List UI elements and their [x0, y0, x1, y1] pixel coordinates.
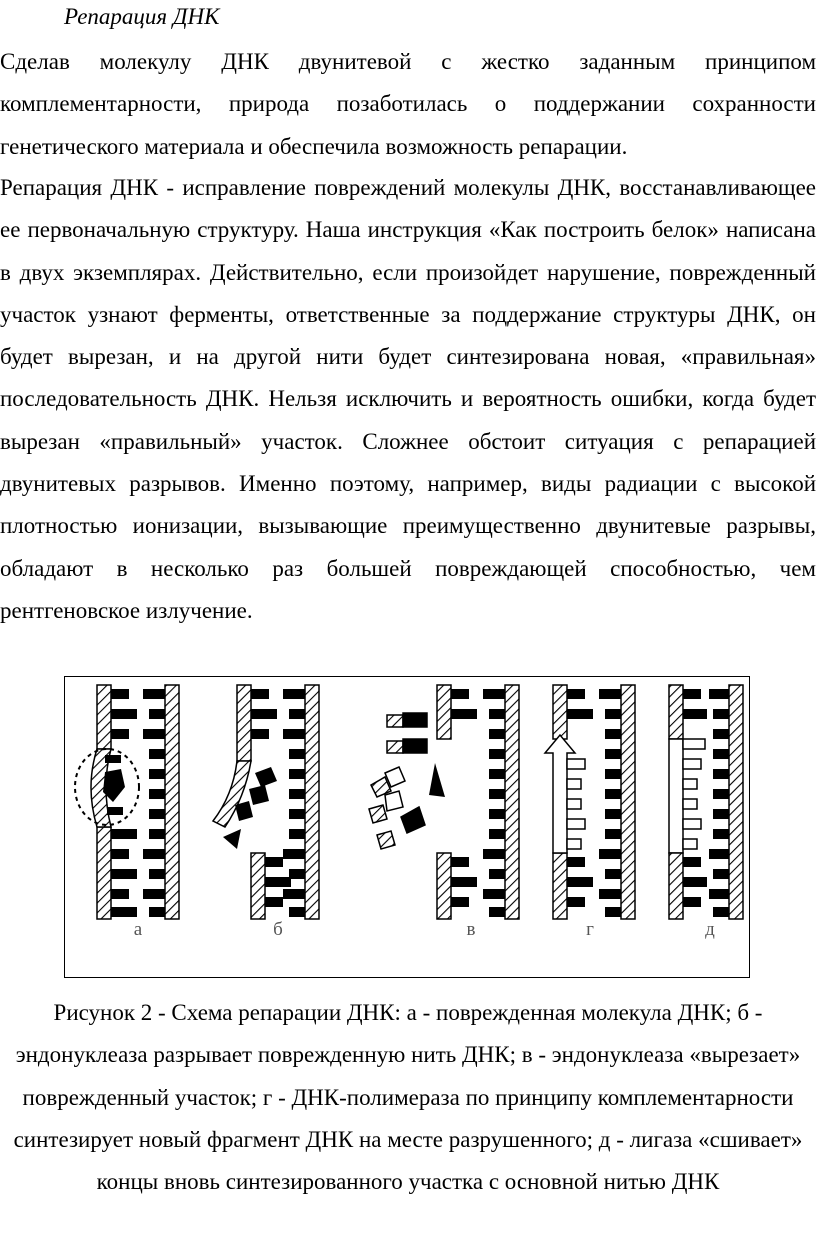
figure-label-d: д [705, 919, 715, 940]
panel-v [369, 685, 519, 919]
figure-label-v: в [466, 919, 476, 940]
paragraph-intro: Сделав молекулу ДНК двунитевой с жестко заданным принципом комплементарности, природа позаботилась о поддержании сохранности генетического материала и обеспечила возможность репарации. [0, 49, 816, 159]
figure-label-g: г [586, 919, 594, 940]
panel-g [545, 685, 635, 919]
figure-caption: Рисунок 2 - Схема репарации ДНК: а - поврежденная молекула ДНК; б - эндонуклеаза разрывает поврежденную нить ДНК; в - эндонуклеаза «вырезает» поврежденный участок; г - ДНК-полимераза по принципу комплементарности синтезирует новый фрагмент ДНК на месте разрушенного; д - лигаза «сшивает» концы вновь синтезированного участка с основной нитью ДНК [13, 1000, 803, 1195]
figure-label-b: б [273, 919, 283, 940]
panel-a [75, 685, 179, 919]
dna-repair-figure [64, 676, 750, 978]
panel-d [669, 685, 743, 919]
figure-label-a: а [133, 919, 143, 940]
dna-repair-diagram [65, 677, 749, 977]
section-heading: Репарация ДНК [64, 4, 220, 29]
panel-b [213, 685, 319, 919]
paragraph-repair: Репарация ДНК - исправление повреждений молекулы ДНК, восстанавливающее ее первоначальную структуру. Наша инструкция «Как построить белок» написана в двух экземплярах. Действительно, если произойдет нарушение, поврежденный участок узнают ферменты, ответственные за поддержание структуры ДНК, он будет вырезан, и на другой нити будет синтезирована новая, «правильная» последовательность ДНК. Нельзя исключить и вероятность ошибки, когда будет вырезан «правильный» участок. Сложнее обстоит ситуация с репарацией двунитевых разрывов. Именно поэтому, например, виды радиации с высокой плотностью ионизации, вызывающие преимущественно двунитевые разрывы, обладают в несколько раз большей повреждающей способностью, чем рентгеновское излучение. [0, 175, 816, 623]
